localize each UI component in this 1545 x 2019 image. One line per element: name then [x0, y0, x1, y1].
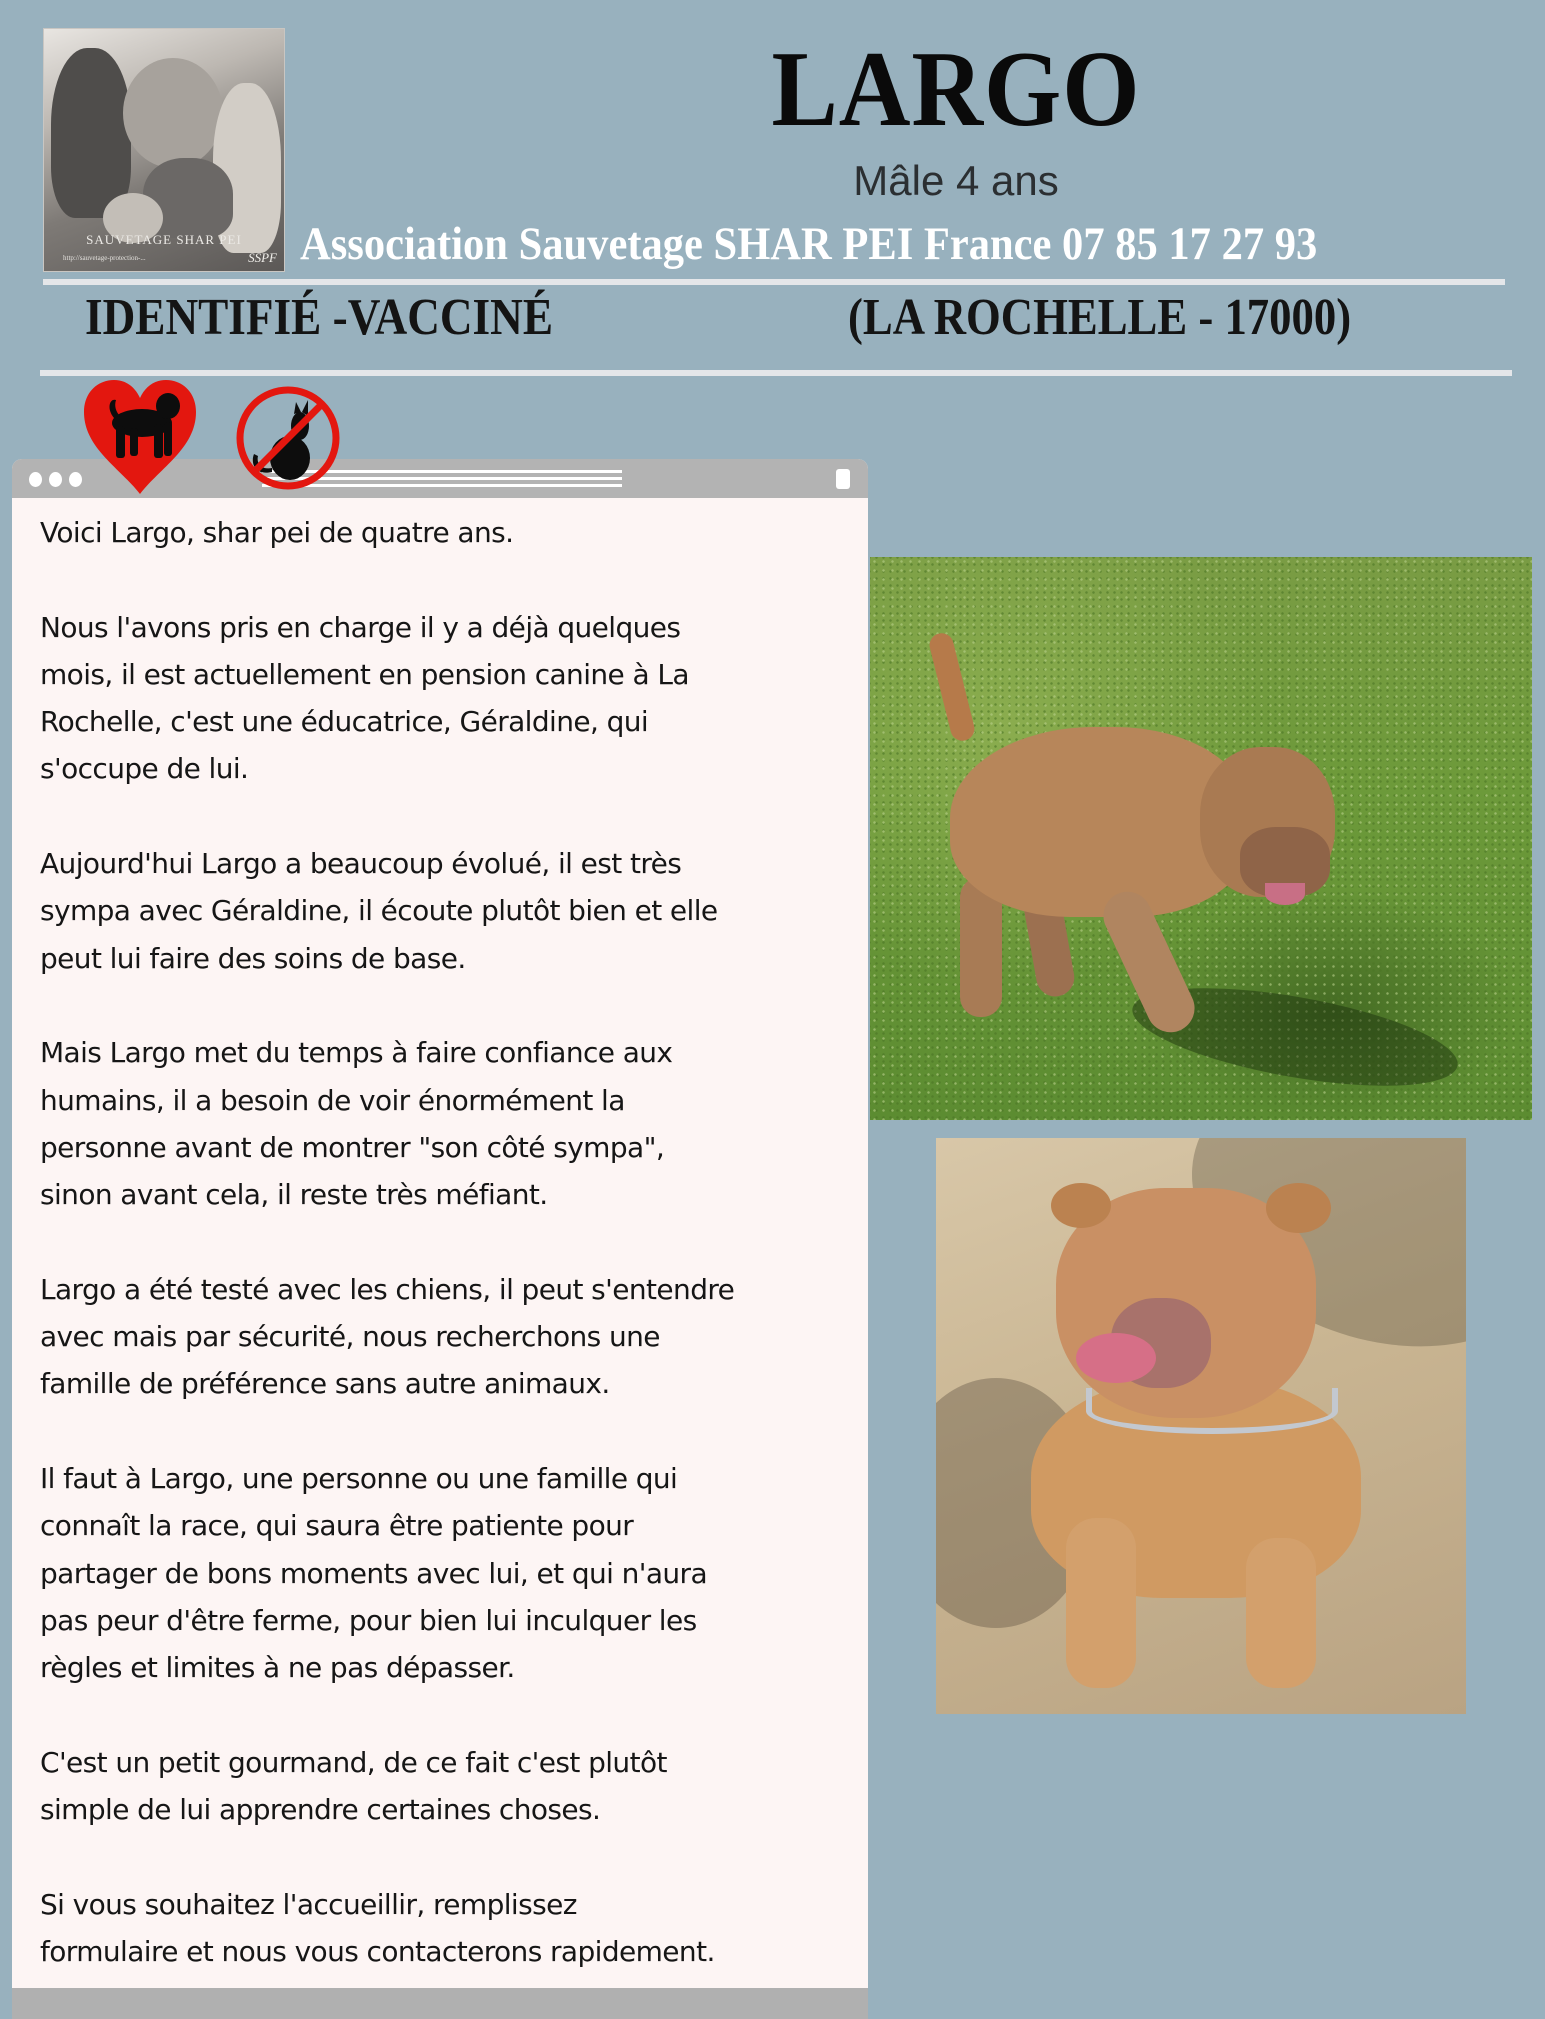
dog-tongue — [1265, 883, 1305, 905]
logo-title: SAUVETAGE SHAR PEI — [86, 232, 242, 247]
logo-url: http://sauvetage-protection-... — [63, 254, 146, 262]
association-logo — [43, 28, 285, 272]
paragraph: Il faut à Largo, une personne ou une famille qui connaît la race, qui saura être patiente pour partager de bons moments avec lui, et qui n'aura pas peur d'être ferme, pour bien lui inculquer les règles et limites à ne pas dépasser. — [40, 1461, 708, 1685]
divider — [43, 279, 1505, 285]
window-bottom-bar — [12, 1988, 868, 2019]
dog-leg — [1246, 1538, 1316, 1688]
logo-dog-shape — [51, 48, 131, 218]
logo-initials: SSPF — [248, 250, 277, 265]
association-contact-line: Association Sauvetage SHAR PEI France 07 85 17 27 93 — [300, 218, 1318, 270]
heart-shape — [84, 380, 196, 494]
paragraph: Si vous souhaitez l'accueillir, remplissez formulaire et nous vous contacterons rapidement. — [40, 1887, 715, 1968]
divider — [40, 370, 1512, 376]
heart-dog-icon — [80, 378, 200, 496]
paragraph: C'est un petit gourmand, de ce fait c'est plutôt simple de lui apprendre certaines choses. — [40, 1745, 667, 1827]
dog-name-title: LARGO — [771, 30, 1141, 149]
paragraph: Voici Largo, shar pei de quatre ans. — [40, 516, 514, 549]
description-window — [12, 459, 868, 2019]
window-dot-icon[interactable] — [49, 472, 62, 487]
dog-tongue — [1076, 1333, 1156, 1383]
location-heading: (LA ROCHELLE - 17000) — [848, 289, 1352, 346]
window-maximize-icon[interactable] — [836, 469, 850, 489]
paragraph: Aujourd'hui Largo a beaucoup évolué, il est très sympa avec Géraldine, il écoute plutôt bien et elle peut lui faire des soins de base. — [40, 847, 718, 975]
paragraph: Largo a été testé avec les chiens, il peut s'entendre avec mais par sécurité, nous recherchons une famille de préférence sans autre animaux. — [40, 1272, 735, 1401]
paragraph: Mais Largo met du temps à faire confiance aux humains, il a besoin de voir énormément la personne avant de montrer "son côté sympa", sinon avant cela, il reste très méfiant. — [40, 1036, 673, 1212]
chain-collar — [1086, 1388, 1338, 1434]
logo-dog-shape — [123, 58, 223, 168]
description-text — [40, 509, 850, 2019]
no-cat-icon — [234, 384, 342, 492]
dog-ear — [1051, 1183, 1111, 1228]
dog-ear — [1266, 1183, 1331, 1233]
dog-sex-age: Mâle 4 ans — [853, 157, 1059, 204]
status-heading: IDENTIFIÉ -VACCINÉ — [85, 289, 554, 346]
dog-walking-on-grass-photo — [870, 557, 1532, 1120]
dog-leg — [1066, 1518, 1136, 1688]
window-dot-icon[interactable] — [29, 472, 42, 487]
dog-sitting-close-up-photo — [936, 1138, 1466, 1714]
paragraph: Nous l'avons pris en charge il y a déjà quelques mois, il est actuellement en pension canine à La Rochelle, c'est une éducatrice, Géraldine, qui s'occupe de lui. — [40, 610, 689, 786]
